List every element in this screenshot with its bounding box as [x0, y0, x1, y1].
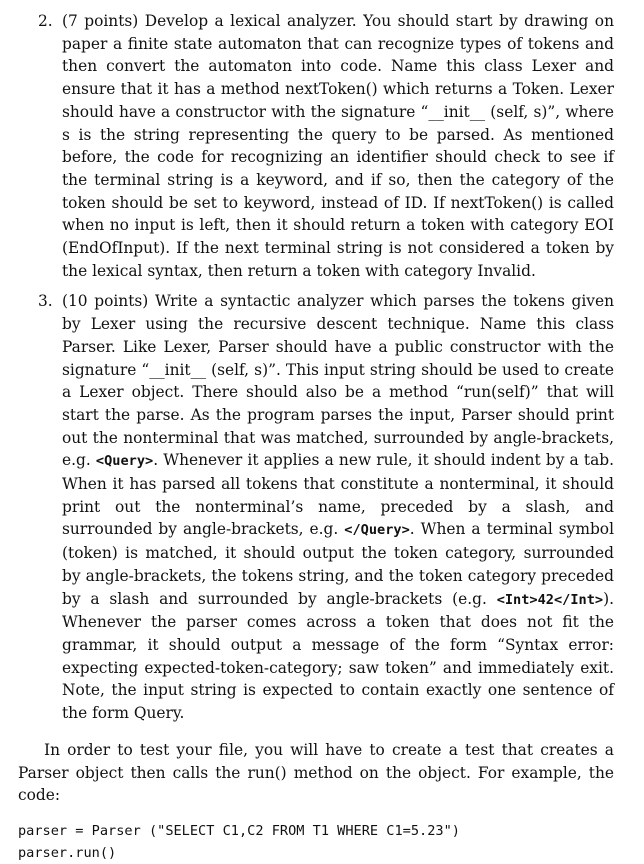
problem-number: 3.: [38, 292, 53, 311]
problem-text: ). Whenever the parser comes across a token that does not fit the grammar, it should output a message of the form “Syntax error: expecting expected-token-category; saw token” and immediately exit. Note, the input string is expected to contain exactly one sentence of the form Query.: [62, 589, 614, 723]
document-page: [18, 10, 614, 864]
code-block: [18, 820, 614, 864]
problem-text: (7 points) Develop a lexical analyzer. You should start by drawing on paper a finite state automaton that can recognize types of tokens and then convert the automaton into code. Name this class Lexer and ensure that it has a method nextToken() which returns a Token. Lexer should have a constructor with the signature “__init__ (self, s)”, where s is the string representing the query to be parsed. As mentioned before, the code for recognizing an identifier should check to see if the terminal string is a keyword, and if so, then the category of the token should be set to keyword, instead of ID. If nextToken() is called when no input is left, then it should return a token with category EOI (EndOfInput). If the next terminal string is not considered a token by the lexical syntax, then return a token with category Invalid.: [62, 12, 614, 280]
test-paragraph: In order to test your file, you will have to create a test that creates a Parser object then calls the run() method on the object. For example, the code:: [18, 740, 614, 805]
problem-text: (10 points) Write a syntactic analyzer which parses the tokens given by Lexer using the recursive descent technique. Name this class Parser. Like Lexer, Parser should have a public constructor with the signature “__init__ (self, s)”. This input string should be used to create a Lexer object. There should also be a method “run(self)” that will start the parse. As the program parses the input, Parser should print out the nonterminal that was matched, surrounded by angle-brackets, e.g.: [62, 292, 614, 470]
code-line: parser.run(): [18, 844, 117, 861]
problem-3: [18, 290, 614, 724]
code-line: parser = Parser ("SELECT C1,C2 FROM T1 WHERE C1=5.23"): [18, 822, 460, 839]
problem-2: [18, 10, 614, 282]
problem-number: 2.: [38, 12, 53, 30]
problem-text: . Whenever it applies a new rule, it should indent by a tab. When it has parsed all tokens that constitute a nonterminal, it should print out the nonterminal’s name, preceded by a slash, and surrounded by angle-brackets, e.g.: [62, 451, 614, 539]
inline-code-int-example: <Int>42</Int>: [496, 591, 604, 608]
problem-text: . When a terminal symbol (token) is matched, it should output the token category, surrounded by angle-brackets, the tokens string, and the token category preceded by a slash and surrounded by angle-brackets (e.g.: [62, 520, 614, 608]
inline-code-query-open: <Query>: [95, 453, 154, 470]
inline-code-query-close: </Query>: [344, 522, 410, 539]
